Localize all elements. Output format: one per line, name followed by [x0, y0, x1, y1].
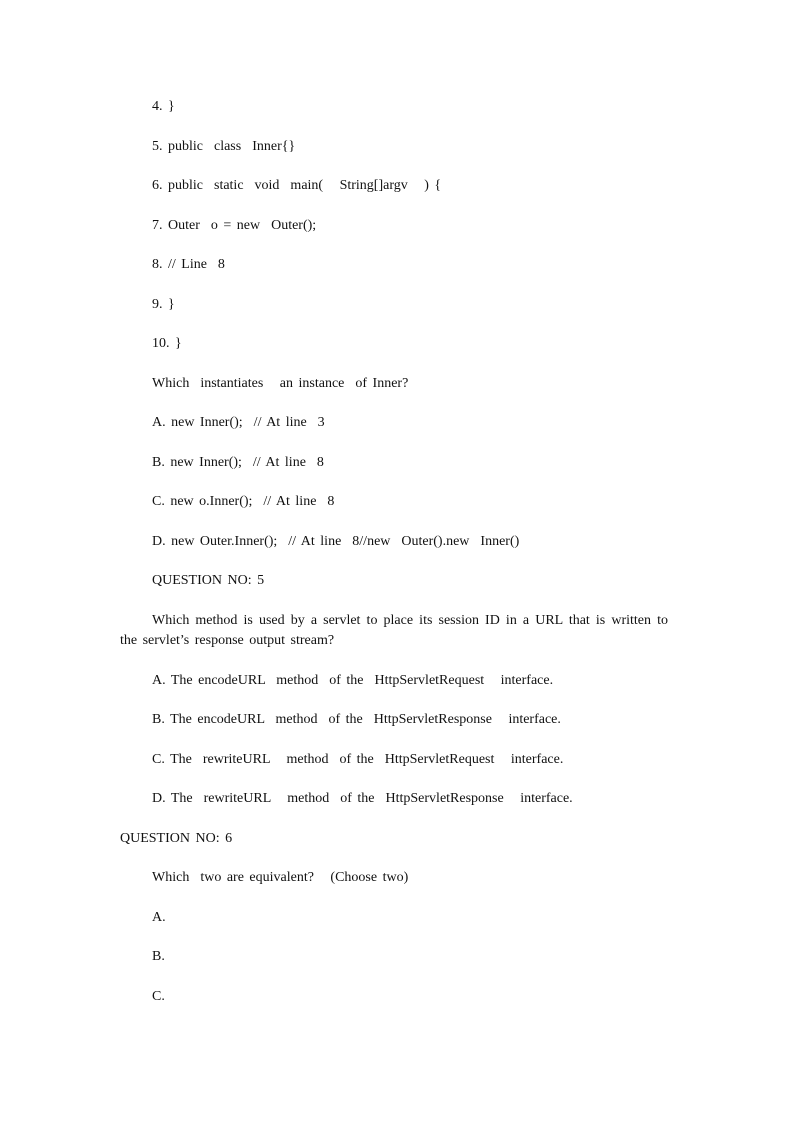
question-prompt: Which two are equivalent? (Choose two) — [152, 870, 409, 885]
code-line: 4. } — [152, 99, 175, 114]
code-line: 8. // Line 8 — [152, 257, 225, 272]
answer-option: A. new Inner(); // At line 3 — [152, 415, 325, 430]
question-prompt: Which instantiates an instance of Inner? — [152, 376, 409, 391]
answer-option: A. — [152, 910, 166, 925]
question-heading: QUESTION NO: 5 — [152, 573, 265, 588]
question-prompt: Which method is used by a servlet to place its session ID in a URL that is written to the servlet’s response output stream? — [120, 613, 668, 648]
answer-option: B. The encodeURL method of the HttpServletResponse interface. — [152, 712, 561, 727]
answer-option: C. new o.Inner(); // At line 8 — [152, 494, 335, 509]
code-line: 10. } — [152, 336, 182, 351]
code-line: 5. public class Inner{} — [152, 139, 296, 154]
code-line: 9. } — [152, 297, 175, 312]
answer-option: A. The encodeURL method of the HttpServletRequest interface. — [152, 673, 554, 688]
answer-option: C. The rewriteURL method of the HttpServletRequest interface. — [152, 752, 564, 767]
answer-option: D. The rewriteURL method of the HttpServletResponse interface. — [152, 791, 573, 806]
answer-option: B. — [152, 949, 165, 964]
answer-option: C. — [152, 989, 165, 1004]
answer-option: B. new Inner(); // At line 8 — [152, 455, 324, 470]
code-line: 6. public static void main( String[]argv ) { — [152, 178, 442, 193]
question-heading: QUESTION NO: 6 — [120, 831, 233, 846]
answer-option: D. new Outer.Inner(); // At line 8//new Outer().new Inner() — [152, 534, 520, 549]
code-line: 7. Outer o = new Outer(); — [152, 218, 317, 233]
